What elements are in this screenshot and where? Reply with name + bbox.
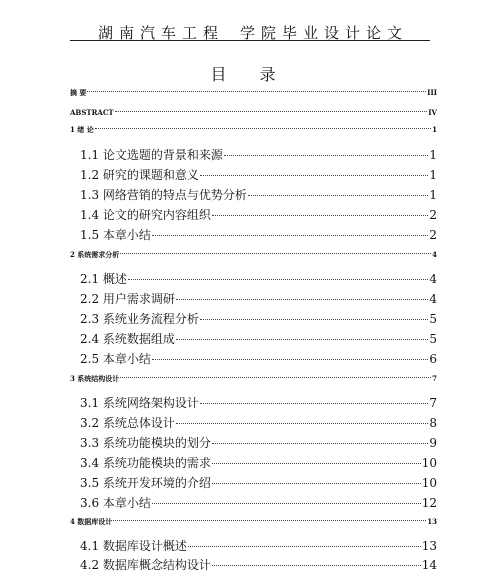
dot-leader <box>248 195 428 196</box>
toc-entry-text: 2.2 用户需求调研 <box>80 292 175 306</box>
toc-entry-1-3[interactable] <box>80 186 437 203</box>
toc-entry-text: 3.3 系统功能模块的划分 <box>80 436 211 450</box>
dot-leader <box>152 503 421 504</box>
page-header <box>70 14 430 41</box>
dot-leader <box>87 91 426 92</box>
toc-entry-text: 4.2 数据库概念结构设计 <box>80 558 211 572</box>
toc-entry-page: 6 <box>429 352 437 366</box>
dot-leader <box>212 215 428 216</box>
dot-leader <box>200 403 428 404</box>
toc-entry-2-5[interactable] <box>80 350 437 367</box>
dot-leader <box>200 319 428 320</box>
toc-entry-1-4[interactable] <box>80 206 437 223</box>
toc-entry-page: 13 <box>427 517 437 526</box>
toc-entry-page: 5 <box>429 332 437 346</box>
toc-title: 目 录 <box>210 65 290 84</box>
toc-entry-page: 13 <box>421 539 437 553</box>
toc-entry-abstract-en[interactable] <box>70 108 437 117</box>
toc-entry-1-5[interactable] <box>80 226 437 243</box>
toc-entry-page: 2 <box>429 228 437 242</box>
header-doc-type: 学院毕业设计论文 <box>240 24 409 42</box>
toc-entry-text: 4.1 数据库设计概述 <box>80 539 187 553</box>
dot-leader <box>115 111 428 112</box>
toc-entry-page: 1 <box>432 125 437 134</box>
dot-leader <box>95 128 431 129</box>
toc-entry-page: 1 <box>429 188 437 202</box>
toc-entry-1-1[interactable] <box>80 146 437 163</box>
toc-entry-page: 7 <box>429 396 437 410</box>
dot-leader <box>200 175 428 176</box>
toc-entry-page: III <box>427 88 437 97</box>
toc-entry-page: 8 <box>429 416 437 430</box>
toc-entry-text: 3.6 本章小结 <box>80 496 151 510</box>
toc-entry-4-1[interactable] <box>80 537 437 554</box>
toc-entry-text: 2 系统需求分析 <box>70 250 120 259</box>
dot-leader <box>113 520 426 521</box>
toc-entry-page: 4 <box>429 292 437 306</box>
dot-leader <box>212 565 421 566</box>
toc-entry-text: 3.4 系统功能模块的需求 <box>80 456 211 470</box>
dot-leader <box>224 155 428 156</box>
toc-entry-page: IV <box>428 108 437 117</box>
toc-entry-text: 2.1 概述 <box>80 272 127 286</box>
dot-leader <box>120 377 431 378</box>
toc-entry-page: 12 <box>421 496 437 510</box>
dot-leader <box>212 443 428 444</box>
toc-entry-chapter-3[interactable] <box>70 374 437 384</box>
dot-leader <box>212 483 421 484</box>
toc-entry-page: 1 <box>429 148 437 162</box>
toc-entry-text: 1.5 本章小结 <box>80 228 151 242</box>
toc-entry-text: 3.1 系统网络架构设计 <box>80 396 199 410</box>
toc-entry-text: 摘 要 <box>70 88 87 97</box>
header-school-name: 湖南汽车工程 <box>98 24 225 42</box>
toc-entry-text: 2.5 本章小结 <box>80 352 151 366</box>
toc-entry-text: ABSTRACT <box>70 108 114 117</box>
toc-entry-chapter-2[interactable] <box>70 250 437 260</box>
toc-entry-2-3[interactable] <box>80 310 437 327</box>
toc-entry-text: 1 绪 论 <box>70 125 94 134</box>
toc-entry-abstract-cn[interactable] <box>70 88 437 98</box>
toc-entry-text: 1.3 网络营销的特点与优势分析 <box>80 188 247 202</box>
toc-entry-text: 1.2 研究的课题和意义 <box>80 168 199 182</box>
dot-leader <box>176 339 428 340</box>
toc-entry-page: 5 <box>429 312 437 326</box>
dot-leader <box>152 359 428 360</box>
toc-entry-text: 4 数据库设计 <box>70 517 113 526</box>
dot-leader <box>176 299 428 300</box>
toc-entry-3-3[interactable] <box>80 434 437 451</box>
toc-entry-page: 7 <box>432 374 437 383</box>
toc-entry-page: 2 <box>429 208 437 222</box>
toc-entry-page: 10 <box>421 476 437 490</box>
toc-entry-text: 3.2 系统总体设计 <box>80 416 175 430</box>
toc-entry-2-4[interactable] <box>80 330 437 347</box>
toc-entry-3-1[interactable] <box>80 394 437 411</box>
toc-entry-page: 10 <box>421 456 437 470</box>
toc-entry-page: 9 <box>429 436 437 450</box>
dot-leader <box>152 235 428 236</box>
toc-entry-text: 2.3 系统业务流程分析 <box>80 312 199 326</box>
dot-leader <box>212 463 421 464</box>
toc-entry-text: 1.4 论文的研究内容组织 <box>80 208 211 222</box>
toc-entry-text: 3 系统结构设计 <box>70 374 120 383</box>
toc-entry-page: 14 <box>421 558 437 572</box>
toc-entry-page: 4 <box>429 272 437 286</box>
toc-entry-1-2[interactable] <box>80 166 437 183</box>
toc-entry-2-1[interactable] <box>80 270 437 287</box>
toc-entry-page: 1 <box>429 168 437 182</box>
toc-entry-3-4[interactable] <box>80 454 437 471</box>
dot-leader <box>176 423 428 424</box>
toc-entry-chapter-4[interactable] <box>70 517 437 527</box>
dot-leader <box>188 546 421 547</box>
toc-entry-text: 2.4 系统数据组成 <box>80 332 175 346</box>
dot-leader <box>128 279 428 280</box>
toc-entry-3-6[interactable] <box>80 494 437 511</box>
toc-entry-page: 4 <box>432 250 437 259</box>
toc-entry-text: 1.1 论文选题的背景和来源 <box>80 148 223 162</box>
toc-entry-2-2[interactable] <box>80 290 437 307</box>
toc-entry-3-5[interactable] <box>80 474 437 491</box>
toc-entry-3-2[interactable] <box>80 414 437 431</box>
toc-entry-text: 3.5 系统开发环境的介绍 <box>80 476 211 490</box>
toc-entry-chapter-1[interactable] <box>70 125 437 135</box>
dot-leader <box>120 253 431 254</box>
